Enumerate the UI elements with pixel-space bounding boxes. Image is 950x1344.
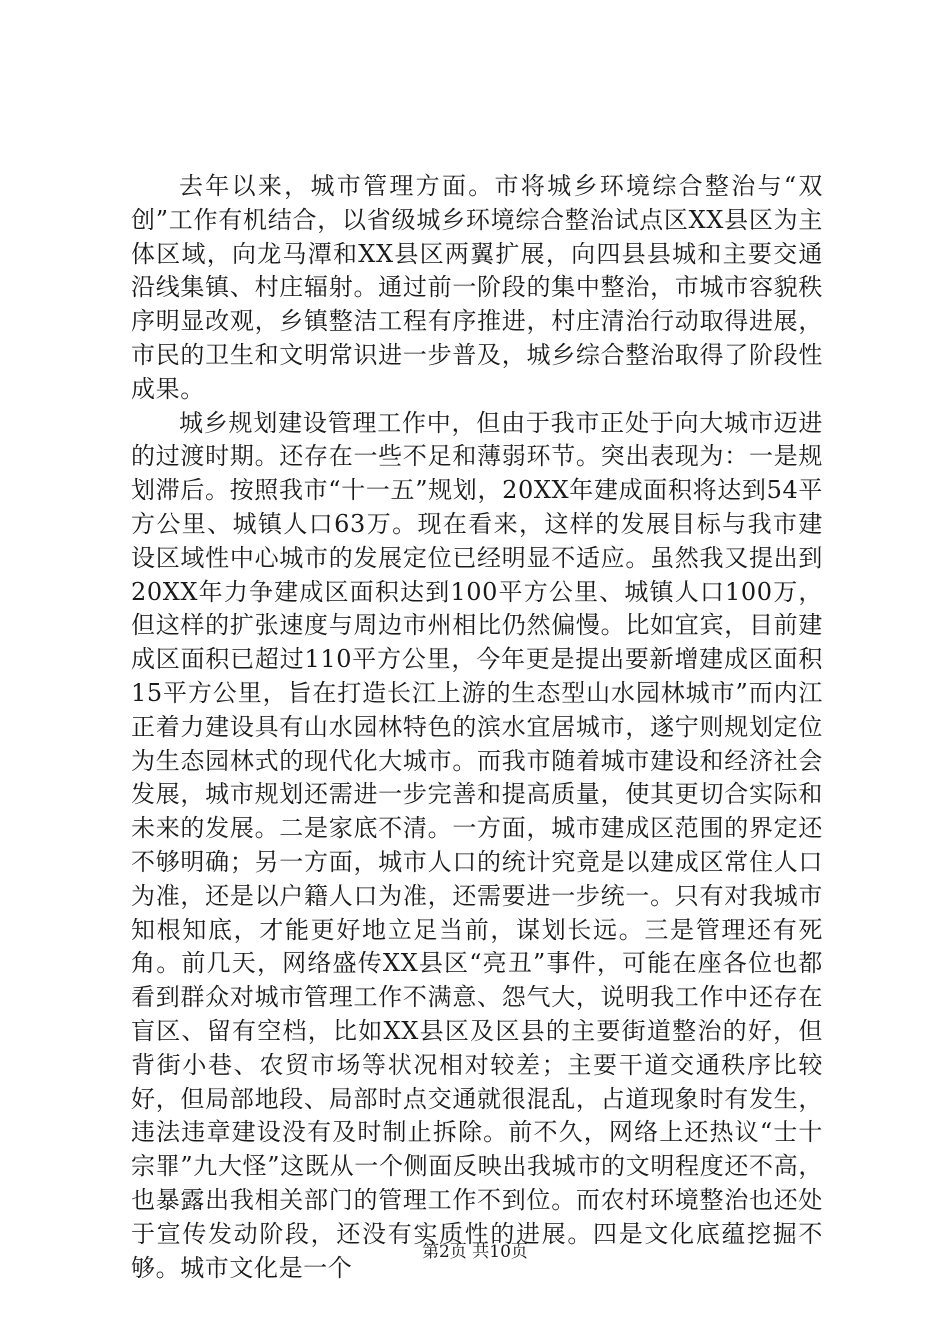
paragraph-planning-issues: 城乡规划建设管理工作中，但由于我市正处于向大城市迈进的过渡时期。还存在一些不足和薄弱环节。突出表现为：一是规划滞后。按照我市“十一五”规划，20XX年建成面积将达到54平方公里、城镇人口63万。现在看来，这样的发展目标与我市建设区域性中心城市的发展定位已经明显不适应。虽然我又提出到20XX年力争建成区面积达到100平方公里、城镇人口100万，但这样的扩张速度与周边市州相比仍然偏慢。比如宜宾，目前建成区面积已超过110平方公里，今年更是提出要新增建成区面积15平方公里，旨在打造长江上游的生态型山水园林城市”而内江正着力建设具有山水园林特色的滨水宜居城市，遂宁则规划定位为生态园林式的现代化大城市。而我市随着城市建设和经济社会发展，城市规划还需进一步完善和提高质量，使其更切合实际和未来的发展。二是家底不清。一方面，城市建成区范围的界定还不够明确；另一方面，城市人口的统计究竟是以建成区常住人口为准，还是以户籍人口为准，还需要进一步统一。只有对我城市知根知底，才能更好地立足当前，谋划长远。三是管理还有死角。前几天，网络盛传XX县区“亮丑”事件，可能在座各位也都看到群众对城市管理工作不满意、怨气大，说明我工作中还存在盲区、留有空档，比如XX县区及区县的主要街道整治的好，但背街小巷、农贸市场等状况相对较差；主要干道交通秩序比较好，但局部地段、局部时点交通就很混乱，占道现象时有发生，违法违章建设没有及时制止拆除。前不久，网络上还热议“士十宗罪”九大怪”这既从一个侧面反映出我城市的文明程度还不高，也暴露出我相关部门的管理工作不到位。而农村环境整治也还处于宣传发动阶段，还没有实质性的进展。四是文化底蕴挖掘不够。城市文化是一个 [131,408,823,1282]
page-number-footer: 第2页 共10页 [422,1242,528,1262]
document-body [131,170,823,1285]
paragraph-urban-management: 去年以来，城市管理方面。市将城乡环境综合整治与“双创”工作有机结合，以省级城乡环境综合整治试点区XX县区为主体区域，向龙马潭和XX县区两翼扩展，向四县县城和主要交通沿线集镇、村庄辐射。通过前一阶段的集中整治，市城市容貌秩序明显改观，乡镇整洁工程有序推进，村庄清治行动取得进展，市民的卫生和文明常识进一步普及，城乡综合整治取得了阶段性成果。 [131,172,823,403]
